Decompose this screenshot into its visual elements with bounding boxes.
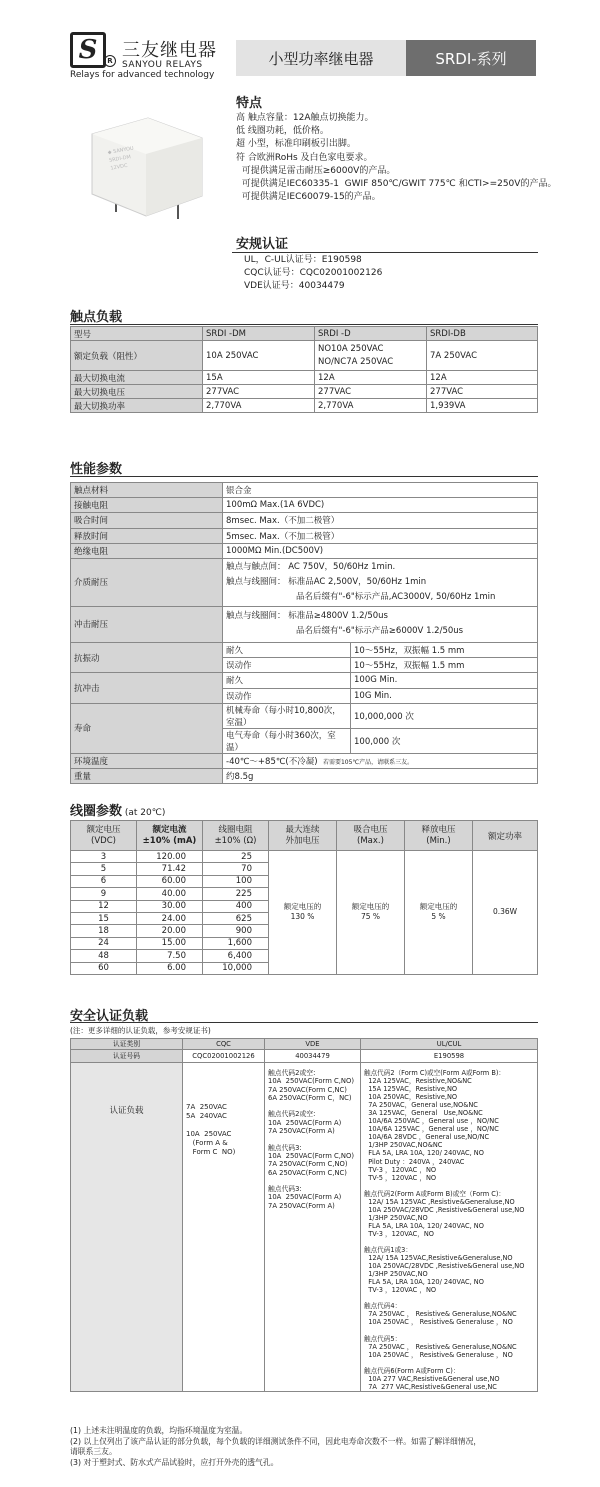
table-cell: 1,600 [203,937,269,949]
table-cell: 100 [203,875,269,887]
surge-line: 品名后缀有"-6"标示产品≥6000V 1.2/50us [296,626,464,637]
ul-load: 触点代码2（Form C)或空(Form A或Form B)： 12A 125VAC，Resistive,NO&NC 15A 125VAC，Resistive,NO 10A 250VAC，Resistive,NO 7A 250VAC，General use,NO&NC 3A 125VAC，General Use,NO&NC 10A/6A 250VAC ，General use ，NO/NC 10A/6A 125VAC ，General use ，NO/NC 10A/6A 28VDC ，General use,NO/NC 1/3HP 250VAC,NO&NC FLA 5A, LRA 10A, 120/ 240VAC, NO Pilot Duty ：240VA ，240VAC TV-3 ，120VAC ，NO TV-5 ，120VAC ，NO 触点代码2(Form A或Form B)或空（Form C)： 12A/ 15A 125VAC ,Resistive&Generaluse,NO 10A 250VAC/28VDC ,Resistive&General use,NO 1/3HP 250VAC,NO FLA 5A, LRA 10A, 120/ 240VAC, NO TV-3 ，120VAC，NO 触点代码1或3： 12A/ 15A 125VAC,Resistive&Generaluse,NO 10A 250VAC/28VDC ,Resistive&General use,NO 1/3HP 250VAC,NO FLA 5A, LRA 10A, 120/ 240VAC, NO TV-3 ，120VAC ，NO 触点代码4： 7A 250VAC ， Resistive& Generaluse,NO&NC 10A 250VAC ， Resistive& Generaluse ，NO 触点代码5： 7A 250VAC ， Resistive& Generaluse,NO&NC 10A 250VAC ， Resistive& Generaluse ，NO 触点代码6(Form A或Form C)： 10A 277 VAC,Resistive&General use,NO 7A 277 VAC,Resistive&General use,NC [361,1063,538,1392]
divider [70,476,538,477]
table-cell [223,753,538,768]
divider [232,252,538,253]
row-label: 重量 [71,768,223,783]
footnote: (2) 以上仅列出了该产品认证的部分负载，每个负载的详细测试条件不同，因此电寿命次数不一样。如需了解详细情况， 请联系三友。 [70,1436,482,1456]
header-cell: SRDI -DM [203,327,315,341]
table-cell: CQC02001002126 [183,1050,265,1063]
table-cell: 24.00 [137,912,203,924]
table-cell: NO10A 250VAC NO/NC7A 250VAC [315,341,427,371]
table-cell: 18 [71,925,137,937]
table-row [71,498,538,513]
cert-item: VDE认证号：40034479 [244,281,345,292]
table-cell: 10A 250VAC [203,341,315,371]
table-cell: 100G Min. [351,673,538,688]
performance-table [70,482,538,784]
table-cell: 耐久 [223,642,351,657]
registered-mark: R [104,55,116,67]
table-cell: 100,000 次 [351,728,538,753]
table-cell: 10～55Hz，双振幅 1.5 mm [351,658,538,673]
footnote: (3) 对于塑封式、防水式产品试验时，应打开外壳的透气孔。 [70,1457,279,1467]
series-title: SRDI-系列 [406,40,536,76]
row-label: 最大切换电压 [71,385,203,399]
feature-item: 符 合欧洲RoHs 及白色家电要求。 [236,152,373,163]
svg-text:◆ SANYOU: ◆ SANYOU [107,145,135,156]
table-cell: 10,000 [203,962,269,974]
temperature-value: -40℃～+85℃(不冷凝) [226,756,318,767]
header-cell: 型号 [71,327,203,341]
row-label: 寿命 [71,703,223,753]
coil-power: 0.36W [473,851,538,975]
table-cell: 5 [71,863,137,875]
table-cell: 40034479 [265,1050,361,1063]
table-cell: 3 [71,851,137,863]
table-cell: 误动作 [223,658,351,673]
table-cell: 9 [71,888,137,900]
row-label: 触点材料 [71,483,223,498]
table-row [71,642,538,657]
table-cell: 25 [203,851,269,863]
feature-item: 超 小型，标准印刷板引出脚。 [236,139,356,150]
row-label: 冲击耐压 [71,606,223,642]
row-label: 介质耐压 [71,558,223,606]
table-cell: 30.00 [137,900,203,912]
header-cell: 吸合电压 (Max.) [337,821,405,851]
table-cell: 12A [315,371,427,385]
performance-heading: 性能参数 [70,462,123,477]
table-row [71,399,538,413]
coil-table-body [71,851,538,975]
table-cell [223,606,538,642]
table-cell: 400 [203,900,269,912]
table-cell: 15A [203,371,315,385]
table-row [71,341,538,371]
svg-text:12VDC: 12VDC [110,162,128,172]
table-cell: 277VAC [315,385,427,399]
table-cell: 100mΩ Max.(1A 6VDC) [223,498,538,513]
table-row [71,703,538,728]
header-cell: 额定电流 ±10% (mA) [137,821,203,851]
coil-table [70,820,538,975]
table-cell: 2,770VA [203,399,315,413]
table-cell: 60 [71,962,137,974]
row-label: 吸合时间 [71,513,223,528]
table-cell: 银合金 [223,483,538,498]
table-row [71,1050,538,1063]
contact-load-heading: 触点负载 [70,310,123,325]
table-cell: 7A 250VAC [427,341,538,371]
cert-item: CQC认证号：CQC02001002126 [244,268,383,279]
relay-product-image [86,104,208,226]
row-label: 认证号码 [71,1050,183,1063]
product-category: 小型功率继电器 [236,40,406,76]
table-row [71,558,538,606]
table-cell: 1000MΩ Min.(DC500V) [223,543,538,558]
table-row [71,851,538,863]
table-cell [223,558,538,606]
footnotes [70,1426,540,1468]
header-cell: UL/CUL [361,1039,538,1050]
divider [70,324,538,325]
header-cell: 额定电压 (VDC) [71,821,137,851]
table-cell: 277VAC [203,385,315,399]
contact-load-table [70,326,538,413]
table-cell: 71.42 [137,863,203,875]
table-cell: 6 [71,875,137,887]
coil-heading [70,800,165,819]
header-cell: VDE [265,1039,361,1050]
features-list [236,112,556,204]
header-cell: 认证类别 [71,1039,183,1050]
table-header-row [71,327,538,341]
table-cell: 15 [71,912,137,924]
table-row [71,371,538,385]
table-row [71,1063,538,1392]
tagline: Relays for advanced technology [70,70,215,80]
table-cell: 8msec. Max.（不加二极管） [223,513,538,528]
row-label: 释放时间 [71,528,223,543]
table-row [71,673,538,688]
certifications-list [244,254,382,294]
table-cell: 电气寿命（每小时360次，室温） [223,728,351,753]
table-cell: 20.00 [137,925,203,937]
coil-title-note: (at 20℃) [124,808,166,818]
svg-text:SRDI-DM: SRDI-DM [108,154,132,164]
divider [70,1022,538,1023]
row-label: 额定负载（阻性） [71,341,203,371]
table-cell: 625 [203,912,269,924]
table-row [71,753,538,768]
header-cell: 线圈电阻 ±10% (Ω) [203,821,269,851]
brand-name-en: SANYOU RELAYS [122,60,203,70]
table-cell: 2,770VA [315,399,427,413]
table-row [71,528,538,543]
row-label: 抗振动 [71,642,223,672]
table-row [71,513,538,528]
row-label: 最大切换功率 [71,399,203,413]
surge-line: 触点与线圈间： 标准品≥4800V 1.2/50us [226,611,388,622]
table-cell: 12 [71,900,137,912]
table-row [71,768,538,783]
table-cell: 6.00 [137,962,203,974]
table-cell: 7.50 [137,950,203,962]
safety-subtitle: (注：更多详细的认证负载，参考安规证书) [70,1026,211,1035]
header-cell: CQC [183,1039,265,1050]
table-cell: 40.00 [137,888,203,900]
certifications-heading: 安规认证 [236,237,289,252]
table-cell: 48 [71,950,137,962]
table-cell: 5msec. Max.（不加二极管） [223,528,538,543]
feature-item: 高 触点容量：12A触点切换能力。 [236,113,374,123]
table-cell: 120.00 [137,851,203,863]
features-heading: 特点 [236,96,263,111]
header-cell: SRDI -D [315,327,427,341]
table-cell: 277VAC [427,385,538,399]
table-cell: 900 [203,925,269,937]
table-cell: 6,400 [203,950,269,962]
table-cell: 约8.5g [223,768,538,783]
table-row [71,483,538,498]
dielectric-line: 触点与线圈间： 标准品AC 2,500V，50/60Hz 1min [226,576,427,587]
table-cell: 耐久 [223,673,351,688]
dielectric-line: 触点与触点间： AC 750V，50/60Hz 1min. [226,561,396,572]
row-label: 接触电阻 [71,498,223,513]
table-cell: 24 [71,937,137,949]
coil-pickup: 额定电压的 75 % [337,851,405,975]
table-cell: 10～55Hz，双振幅 1.5 mm [351,642,538,657]
feature-item: 低 线圈功耗，低价格。 [236,126,329,137]
cqc-load: 7A 250VAC 5A 240VAC 10A 250VAC (Form A & Form C NO) [183,1063,265,1392]
row-label: 环境温度 [71,753,223,768]
table-header-row [71,1039,538,1050]
table-row [71,606,538,642]
header-cell: 额定功率 [473,821,538,851]
table-cell: 1,939VA [427,399,538,413]
table-cell: 12A [427,371,538,385]
table-header-row [71,821,538,851]
table-cell: 机械寿命（每小时10,800次，室温） [223,703,351,728]
coil-title: 线圈参数 [70,804,123,819]
table-row [71,385,538,399]
table-cell: E190598 [361,1050,538,1063]
table-cell: 70 [203,863,269,875]
temperature-note: 若需要105℃产品，请联系三友。 [322,758,414,766]
footnote: (1) 上述未注明温度的负载，均指环境温度为室温。 [70,1426,248,1435]
brand-name-cn: 三友继电器 [122,40,217,61]
table-cell: 225 [203,888,269,900]
vde-load: 触点代码2或空: 10A 250VAC(Form C,NO) 7A 250VAC(Form C,NC) 6A 250VAC(Form C，NC) 触点代码2或空: 10A 250VAC(Form A) 7A 250VAC(Form A) 触点代码3: 10A 250VAC(Form C,NO) 7A 250VAC(Form C,NO) 6A 250VAC(Form C,NC) 触点代码3: 10A 250VAC(Form A) 7A 250VAC(Form A) [265,1063,361,1392]
coil-max-voltage: 额定电压的 130 % [269,851,337,975]
safety-heading: 安全认证负载 [70,1009,149,1024]
row-label: 抗冲击 [71,673,223,703]
header-cell: SRDI-DB [427,327,538,341]
table-cell: 10G Min. [351,688,538,703]
feature-item: 可提供满足雷击耐压≥6000V的产品。 [236,165,396,176]
table-cell: 15.00 [137,937,203,949]
row-label: 认证负载 [71,1063,183,1392]
row-label: 最大切换电流 [71,371,203,385]
feature-item: 可提供满足IEC60079-15的产品。 [236,192,381,203]
feature-item: 可提供满足IEC60335-1 GWIF 850℃/GWIT 775℃ 和CTI>=250V的产品。 [236,179,557,190]
company-logo: S [70,32,106,68]
safety-table [70,1038,538,1392]
dielectric-line: 品名后缀有"-6"标示产品,AC3000V, 50/60Hz 1min [296,591,496,602]
header-cell: 释放电压 (Min.) [405,821,473,851]
table-row [71,543,538,558]
row-label: 绝缘电阻 [71,543,223,558]
header-cell: 最大连续 外加电压 [269,821,337,851]
table-cell: 60.00 [137,875,203,887]
coil-dropout: 额定电压的 5 % [405,851,473,975]
cert-item: UL，C-UL认证号：E190598 [244,255,362,265]
table-cell: 10,000,000 次 [351,703,538,728]
table-cell: 误动作 [223,688,351,703]
